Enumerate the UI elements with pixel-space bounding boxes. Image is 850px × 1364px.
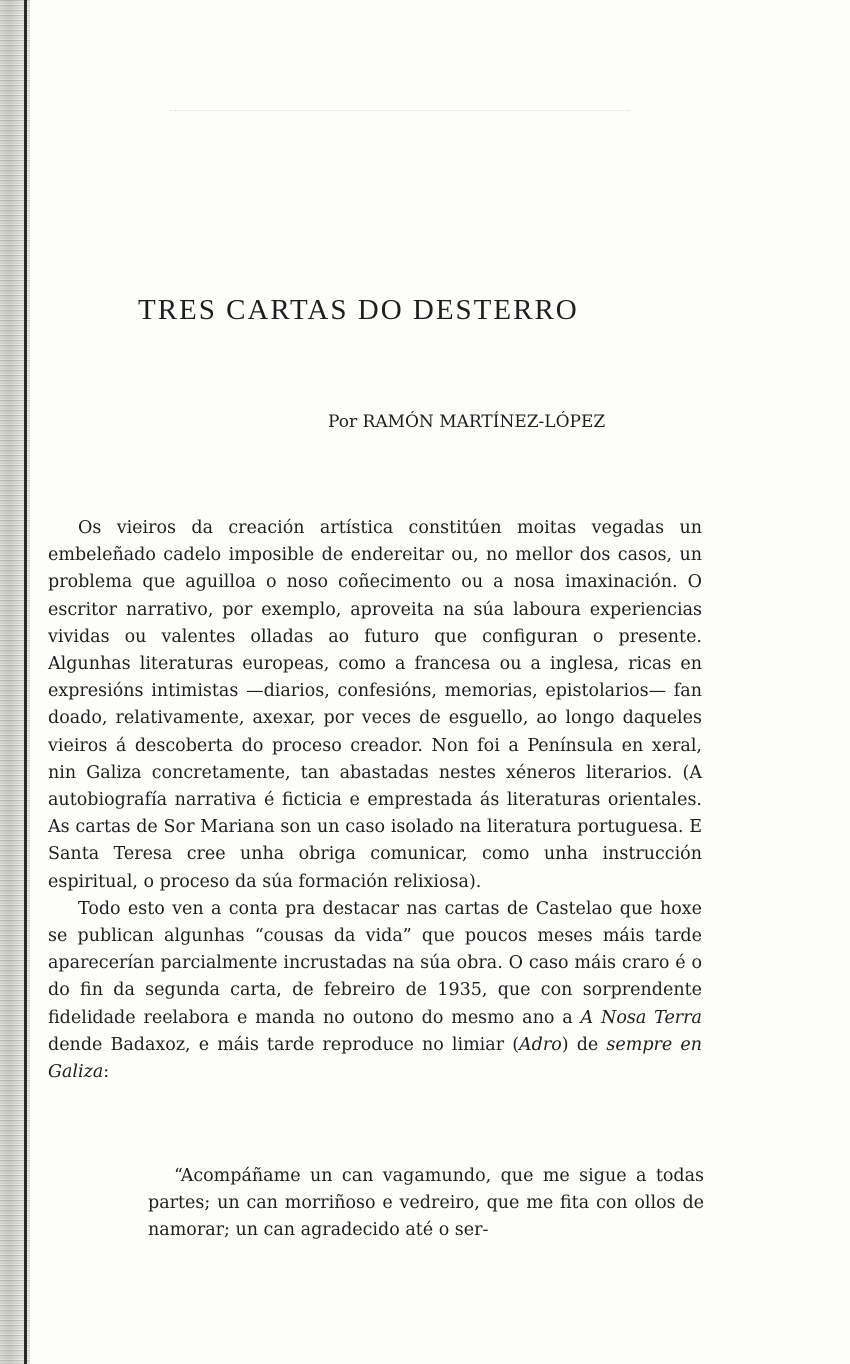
article-title: TRES CARTAS DO DESTERRO [138,294,579,326]
journal-title-italic: A Nosa Terra [580,1007,702,1028]
book-title-italic: sempre en Galiza [48,1034,703,1083]
paragraph-1: Os vieiros da creación artística constitúen moitas vegadas un embeleñado cadelo imposible de endereitar ou, no mellor dos casos, un problema que aguilloa o noso coñecimento ou a nosa imaxinación. O escritor narrativo, por exemplo, aproveita na súa laboura experiencias vividas ou valentes olladas ao futuro que configuran o presente. Algunhas literaturas europeas, como a francesa ou a inglesa, ricas en expresións intimistas —diarios, confesións, memorias, epistolarios— fan doado, relativamente, axexar, por veces de esguello, ao longo daqueles vieiros á descoberta do proceso creador. Non foi a Península en xeral, nin Galiza concretamente, tan abastadas nestes xéneros literarios. (A autobiografía narrativa é ficticia e emprestada ás literaturas orientales. As cartas de Sor Mariana son un caso isolado na literatura portuguesa. E Santa Teresa cree unha obriga comunicar, como unha instrucción espiritual, o proceso da súa formación relixiosa). [48,518,702,892]
article-body [48,515,702,1086]
paragraph-2 [48,896,702,1086]
author-byline: Por RAMÓN MARTÍNEZ-LÓPEZ [328,412,606,432]
paragraph-2-part-a: Todo esto ven a conta pra destacar nas cartas de Castelao que hoxe se publican algunhas “cousas da vida” que poucos meses máis tarde aparecerían parcialmente incrustadas na súa obra. O caso máis craro é o do fin da segunda carta, de febreiro de 1935, que con sorprendente fidelidade reelabora e manda no outono do mesmo ano a [48,898,702,1028]
block-quote [148,1163,704,1245]
binding-rule [24,0,27,1364]
scan-noise [170,110,630,115]
quote-text: “Acompáñame un can vagamundo, que me sigue a todas partes; un can morriñoso e vedreiro, que me fita con ollos de namorar; un can agradecido até o ser- [148,1166,704,1241]
book-section-italic: Adro [519,1034,562,1055]
paragraph-2-part-c: ) de [561,1034,599,1055]
paragraph-2-part-b: dende Badaxoz, e máis tarde reproduce no limiar ( [48,1034,520,1055]
paragraph-2-part-d: : [103,1062,110,1083]
